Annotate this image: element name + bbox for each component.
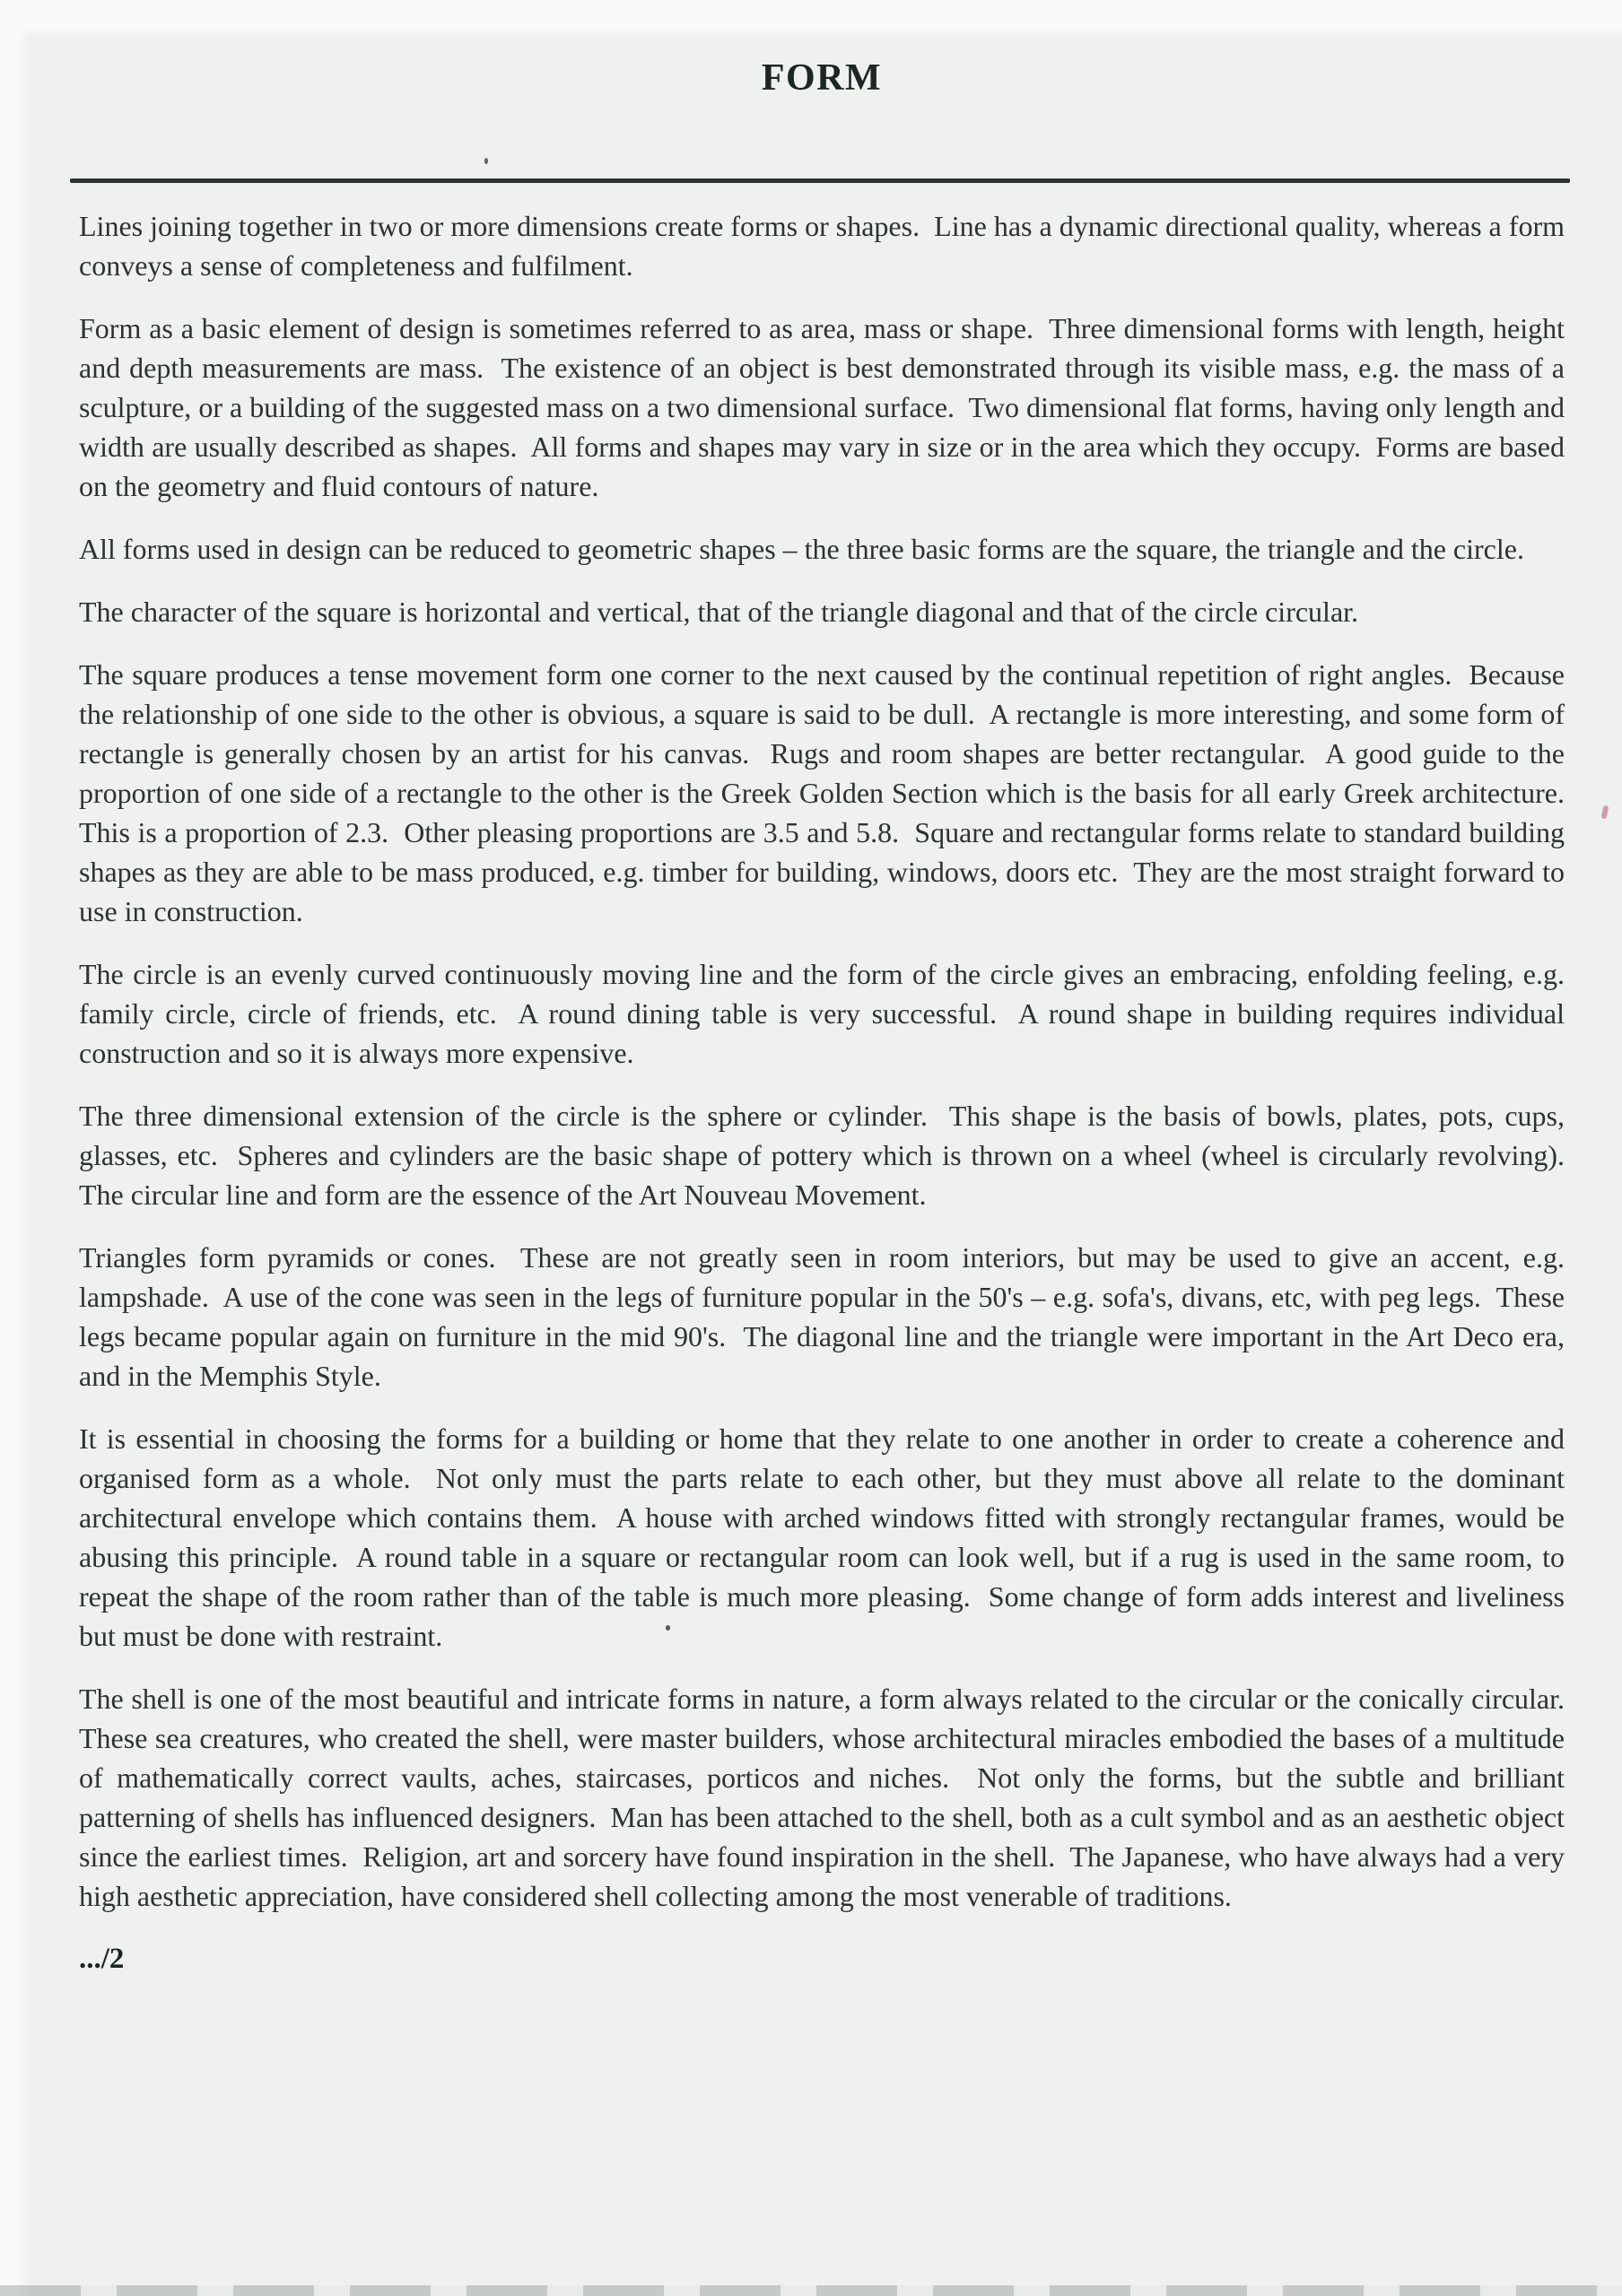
scan-speck	[484, 158, 488, 164]
paragraph-1: Lines joining together in two or more dimensions create forms or shapes. Line has a dynamic directional quality, whereas a form conveys a sense of completeness and fulfilment.	[79, 210, 1572, 283]
title-divider-rule	[70, 178, 1570, 183]
paragraph-5: The square produces a tense movement form one corner to the next caused by the continual repetition of right angles. Because the relationship of one side to the other is obvious, a square is said to be dull. A rectangle is more interesting, and some form of rectangle is generally chosen by an artist for his canvas. Rugs and room shapes are better rectangular. A good guide to the proportion of one side of a rectangle to the other is the Greek Golden Section which is the basis for all early Greek architecture. This is a proportion of 2.3. Other pleasing proportions are 3.5 and 5.8. Square and rectangular forms relate to standard building shapes as they are able to be mass produced, e.g. timber for building, windows, doors etc. They are the most straight forward to use in construction.	[79, 658, 1579, 928]
page-title: FORM	[761, 57, 883, 99]
paragraph-6: The circle is an evenly curved continuously moving line and the form of the circle gives an embracing, enfolding feeling, e.g. family circle, circle of friends, etc. A round dining table is very successful. A round shape in building requires individual construction and so it is always more expensive.	[79, 958, 1572, 1070]
paragraph-9: It is essential in choosing the forms for a building or home that they relate to one another in order to create a coherence and organised form as a whole. Not only must the parts relate to each other, but they must above all relate to the dominant architectural envelope which contains them. A house with arched windows fitted with strongly rectangular frames, would be abusing this principle. A round table in a square or rectangular room can look well, but if a rug is used in the same room, to repeat the shape of the room rather than of the table is much more pleasing. Some change of form adds interest and liveliness but must be done with restraint.	[79, 1422, 1572, 1653]
paragraph-7: The three dimensional extension of the circle is the sphere or cylinder. This shape is the basis of bowls, plates, pots, cups, glasses, etc. Spheres and cylinders are the basic shape of pottery which is thrown on a wheel (wheel is circularly revolving). The circular line and form are the essence of the Art Nouveau Movement.	[79, 1100, 1579, 1212]
paragraph-10: The shell is one of the most beautiful and intricate forms in nature, a form always related to the circular or the conically circular. These sea creatures, who created the shell, were master builders, whose architectural miracles embodied the bases of a multitude of mathematically correct vaults, aches, staircases, porticos and niches. Not only the forms, but the subtle and brilliant patterning of shells has influenced designers. Man has been attached to the shell, both as a cult symbol and as an aesthetic object since the earliest times. Religion, art and sorcery have found inspiration in the shell. The Japanese, who have always had a very high aesthetic appreciation, have considered shell collecting among the most venerable of traditions.	[79, 1683, 1579, 1913]
paragraph-8: Triangles form pyramids or cones. These are not greatly seen in room interiors, but may be used to give an accent, e.g. lampshade. A use of the cone was seen in the legs of furniture popular in the 50's – e.g. sofa's, divans, etc, with peg legs. These legs became popular again on furniture in the mid 90's. The diagonal line and the triangle were important in the Art Deco era, and in the Memphis Style.	[79, 1241, 1572, 1393]
document-body	[79, 206, 1579, 1916]
scan-speck	[666, 1625, 670, 1631]
paragraph-3: All forms used in design can be reduced to geometric shapes – the three basic forms are the square, the triangle and the circle.	[79, 533, 1524, 566]
paragraph-2: Form as a basic element of design is sometimes referred to as area, mass or shape. Three dimensional forms with length, height and depth measurements are mass. The existence of an object is best demonstrated through its visible mass, e.g. the mass of a sculpture, or a building of the suggested mass on a two dimensional surface. Two dimensional flat forms, having only length and width are usually described as shapes. All forms and shapes may vary in size or in the area which they occupy. Forms are based on the geometry and fluid contours of nature.	[79, 312, 1572, 503]
page-number-indicator: .../2	[79, 1943, 125, 1976]
paragraph-4: The character of the square is horizontal and vertical, that of the triangle diagonal and that of the circle circular.	[79, 596, 1359, 629]
